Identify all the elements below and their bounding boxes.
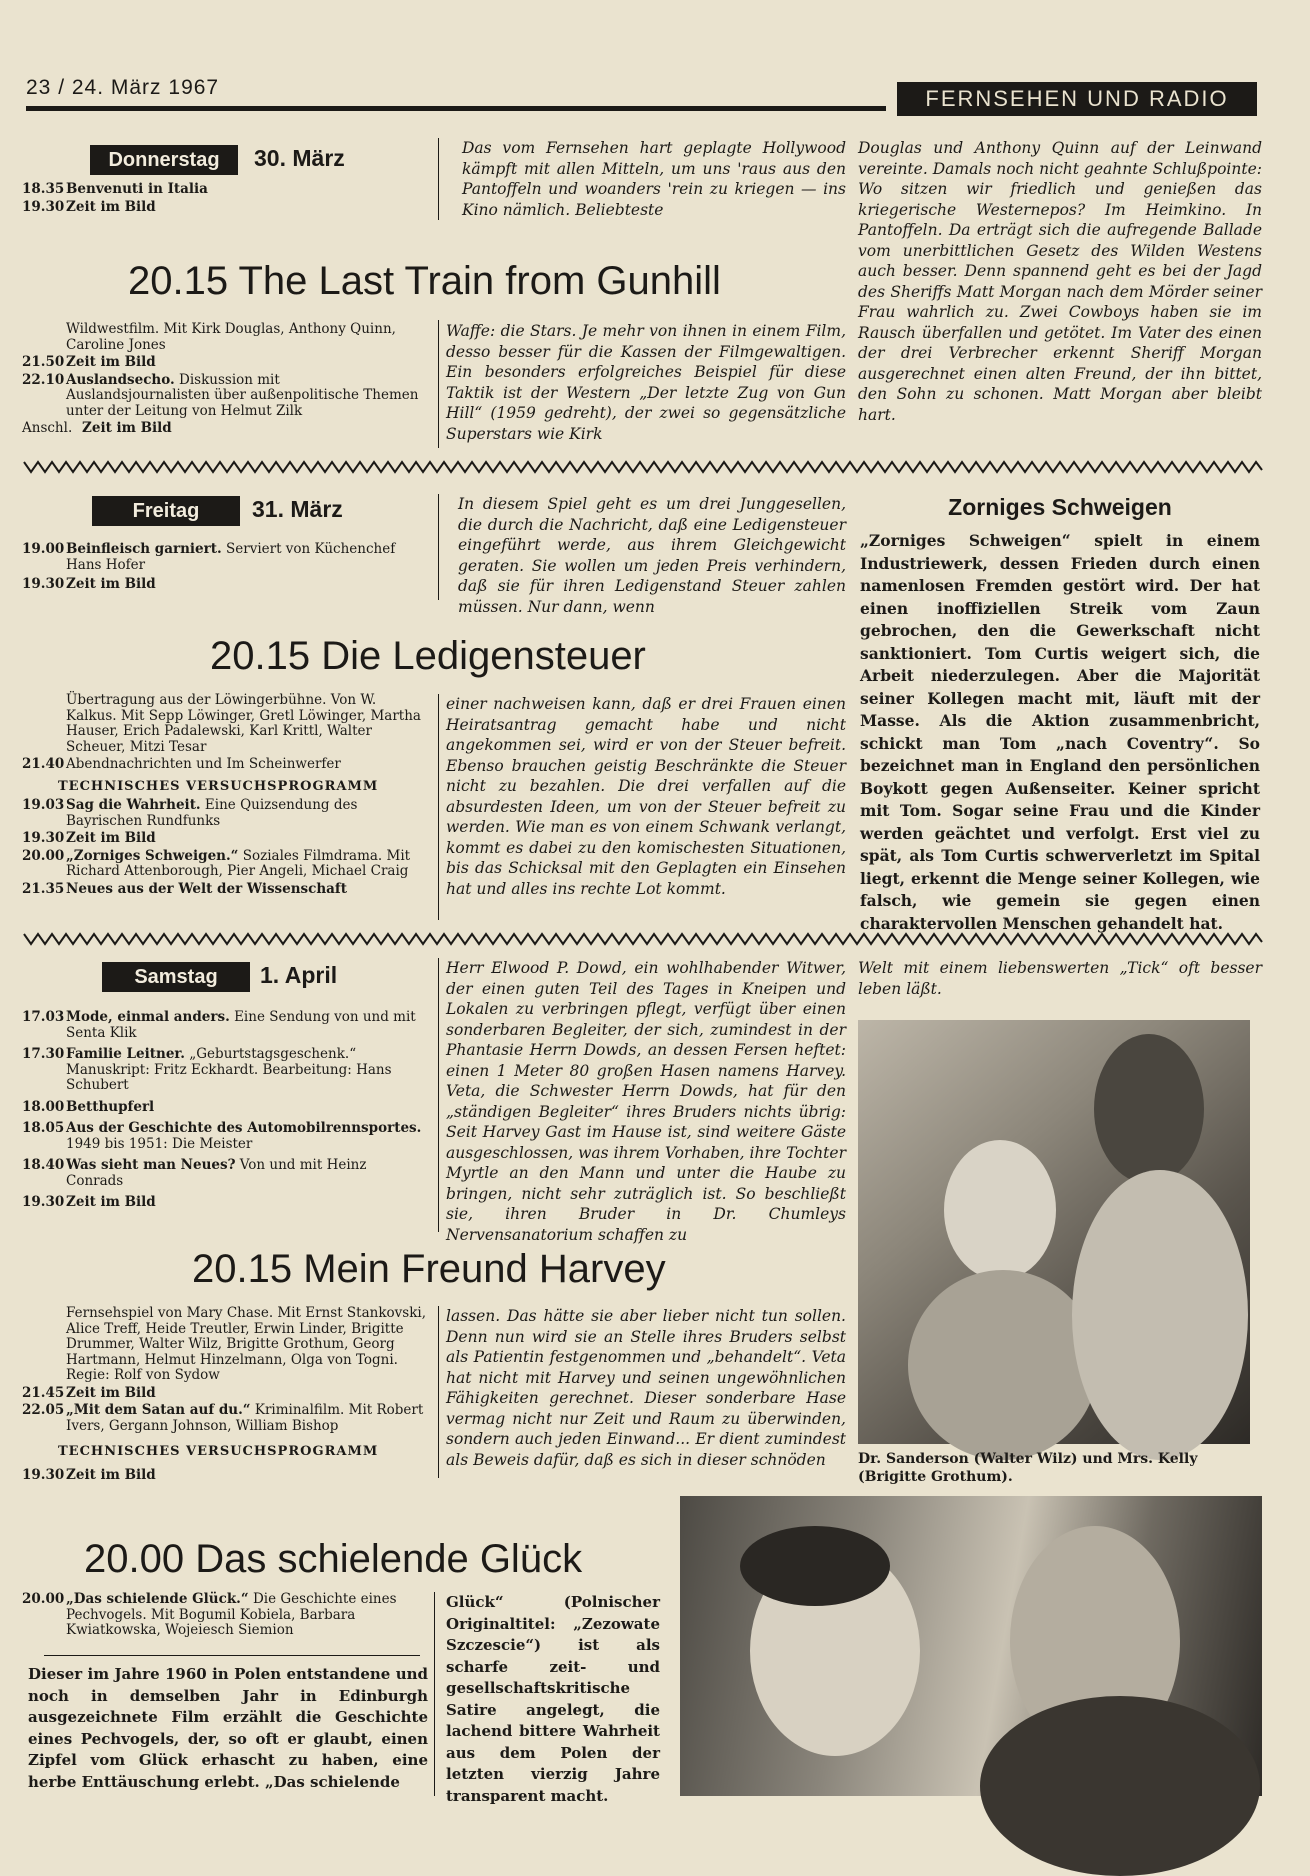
zigzag-divider — [24, 460, 1262, 474]
article-friday-col2-bottom: einer nachweisen kann, daß er drei Frauen einen Heiratsantrag gemacht habe und nicht angekommen sei, wird er von der Steuer befreit. Ebenso brauchen geistig Beschränkte die Steuer nicht zu bezahlen. Die drei verfallen auf die absurdesten Ideen, um von der Steuer befreit zu werden. Wie man es von einem Schwank verlangt, kommt es dabei zu den komischesten Situationen, bis das Schicksal mit den Geplagten ein Einsehen hat und alles ins rechte Lot kommt. — [446, 695, 846, 898]
program-entry: 21.45 Zeit im Bild — [22, 1384, 156, 1401]
program-entry: 19.30 Zeit im Bild — [22, 198, 156, 215]
article-thursday-col2-bottom: Waffe: die Stars. Je mehr von ihnen in einem Film, desso besser für die Kassen der Filmgewaltigen. Ein besonders erfolgreiches Beispiel für diese Taktik ist der Western „Der letzte Zug von Gun Hill“ (1959 gedreht), der zwei so gegensätzliche Superstars wie Kirk — [446, 322, 846, 443]
day-label-saturday: Samstag — [102, 962, 250, 992]
column-rule — [438, 694, 439, 920]
column-rule — [438, 494, 439, 600]
program-entry: Wildwestfilm. Mit Kirk Douglas, Anthony Quinn, Caroline Jones — [66, 321, 396, 353]
program-entry: 19.30 Zeit im Bild — [22, 1466, 156, 1483]
program-entry: 20.00 „Zorniges Schweigen.“ Soziales Filmdrama. Mit Richard Attenborough, Pier Angeli, Michael Craig — [22, 847, 411, 879]
sidebar-article: „Zorniges Schweigen“ spielt in einem Industriewerk, dessen Frieden durch einen namenlosen Fremden gestört wird. Der hat einen inoffiziellen Streik vom Zaun gebrochen, den die Gewerkschaft nicht sanktioniert. Tom Curtis weigert sich, die Arbeit niederzulegen. Aber die Majorität seiner Kollegen macht mit, läuft mit der Masse. Als die Aktion zusammenbricht, schickt man Tom „nach Coventry“. So bezeichnet man in England den persönlichen Boykott gegen Außenseiter. Keiner spricht mit Tom. Sogar seine Frau und die Kinder werden geächtet und verfolgt. Erst viel zu spät, als Tom Curtis schwerverletzt im Spital liegt, erkennt die Menge seiner Kollegen, wie falsch, wie gemein sie gegen einen charaktervollen Menschen gehandelt hat. — [860, 531, 1260, 933]
column-rule — [438, 138, 439, 220]
zigzag-divider — [24, 932, 1262, 946]
program-entry: 21.50 Zeit im Bild — [22, 354, 156, 370]
program-entry: Übertragung aus der Löwingerbühne. Von W. Kalkus. Mit Sepp Löwinger, Gretl Löwinger, Martha Hauser, Erich Padalewski, Karl Krittl, Walter Scheuer, Mitzi Tesar — [66, 692, 421, 755]
short-rule — [44, 1655, 420, 1656]
article-thursday-col3: Douglas und Anthony Quinn auf der Leinwand vereinte. Damals noch nicht geahnte Schlußpointe: Wo sitzen wir friedlich und genießen das kriegerische Westernepos? Im Heimkino. In Pantoffeln. Da erträgt sich die aufregende Ballade vom unerbittlichen Gesetz des Wilden Westens auch besser. Denn spannend geht es bei der Jagd des Sheriffs Matt Morgan nach dem Mörder seiner Frau wahrlich zu. Zwei Cowboys haben sie im Rausch überfallen und getötet. Im Vater des einen der drei Verbrecher erkennt Sheriff Morgan ausgerechnet einen alten Freund, der ihn bittet, den Sohn zu schonen. Matt Morgan aber bleibt hart. — [858, 139, 1262, 424]
program-entry: 17.30 Familie Leitner. „Geburtstagsgeschenk.“ Manuskript: Fritz Eckhardt. Bearbeitung: Hans Schubert — [22, 1046, 392, 1093]
day-label-thursday: Donnerstag — [90, 145, 238, 175]
date-thursday: 30. März — [254, 145, 345, 171]
headline-thursday: 20.15 The Last Train from Gunhill — [128, 259, 721, 303]
program-list-thursday-early — [22, 182, 422, 217]
program-entry: 21.35 Neues aus der Welt der Wissenschaft — [22, 880, 347, 897]
column-rule — [438, 1306, 439, 1478]
masthead-rule — [26, 106, 886, 111]
photo-figure — [1094, 1034, 1204, 1184]
program-entry: 22.10 Auslandsecho. Diskussion mit Auslandsjournalisten über außenpolitische Themen unter der Leitung von Helmut Zilk — [22, 371, 419, 419]
program-entry: 22.05 „Mit dem Satan auf du.“ Kriminalfilm. Mit Robert Ivers, Gergann Johnson, William Bishop — [22, 1402, 424, 1434]
photo-figure — [1072, 1170, 1248, 1460]
day-label-friday: Freitag — [92, 496, 240, 526]
column-rule — [438, 958, 439, 1232]
photo-figure — [980, 1696, 1260, 1876]
article-saturday-col3-top: Welt mit einem liebenswerten „Tick“ oft besser leben läßt. — [858, 959, 1262, 998]
program-entry: 19.03 Sag die Wahrheit. Eine Quizsendung des Bayrischen Rundfunks — [22, 797, 358, 829]
program-list-saturday-late — [22, 1306, 426, 1485]
section-title: FERNSEHEN UND RADIO — [897, 82, 1257, 116]
program-entry: 20.00 „Das schielende Glück.“ Die Geschichte eines Pechvogels. Mit Bogumil Kobiela, Barbara Kwiatkowska, Wojeiesch Siemion — [22, 1591, 397, 1638]
headline-friday: 20.15 Die Ledigensteuer — [210, 634, 646, 678]
program-entry: 18.05 Aus der Geschichte des Automobilrennsportes. 1949 bis 1951: Die Meister — [22, 1120, 422, 1152]
program-entry: 18.40 Was sieht man Neues? Von und mit Heinz Conrads — [22, 1157, 367, 1189]
column-rule — [438, 320, 439, 448]
program-entry: 19.00 Beinfleisch garniert. Serviert von Küchenchef Hans Hofer — [22, 541, 396, 573]
program-entry: 21.40 Abendnachrichten und Im Scheinwerfer — [22, 756, 341, 772]
photo-glueck-scene — [680, 1496, 1262, 1796]
article-saturday-col2-bottom: lassen. Das hätte sie aber lieber nicht tun sollen. Denn nun wird sie an Stelle ihres Bruders selbst als Patientin festgenommen und „behandelt“. Veta hat nicht mit Harvey und seinen ungewöhnlichen Fähigkeiten gerechnet. Dieser sonderbare Hase vermag nicht nur Zeit und Raum zu überwinden, sondern auch jeden Einwand... Er dient zumindest als Beweis dafür, daß es sich in dieser schnöden — [446, 1307, 846, 1469]
program-entry: Fernsehspiel von Mary Chase. Mit Ernst Stankovski, Alice Treff, Heide Treutler, Erwin Linder, Brigitte Drummer, Walter Wilz, Brigitte Grothum, Georg Hartmann, Helmut Hinzelmann, Olga von Togni. Regie: Rolf von Sydow — [66, 1305, 426, 1383]
article-bottom-mid: Glück“ (Polnischer Originaltitel: „Zezowate Szczescie“) ist als scharfe zeit- und gesellschaftskritische Satire angelegt, die lachend bittere Wahrheit aus dem Polen der letzten vierzig Jahre transparent macht. — [446, 1593, 660, 1805]
program-entry: 19.30 Zeit im Bild — [22, 576, 156, 592]
program-entry: 18.35 Benvenuti in Italia — [22, 181, 208, 197]
photo-caption: Dr. Sanderson (Walter Wilz) und Mrs. Kelly (Brigitte Grothum). — [858, 1451, 1198, 1485]
headline-saturday-2: 20.00 Das schielende Glück — [84, 1537, 583, 1581]
tech-program-header: TECHNISCHES VERSUCHSPROGRAMM — [58, 778, 379, 794]
article-thursday-col2-top: Das vom Fernsehen hart geplagte Hollywood kämpft mit allen Mitteln, um uns 'raus aus den Pantoffeln und woanders 'rein zu kriegen — ins Kino nämlich. Beliebteste — [462, 139, 846, 219]
program-entry: 17.03 Mode, einmal anders. Eine Sendung von und mit Senta Klik — [22, 1009, 416, 1041]
date-friday: 31. März — [252, 496, 343, 522]
sidebar-title: Zorniges Schweigen — [948, 494, 1172, 520]
program-entry: 18.00 Betthupferl — [22, 1098, 155, 1115]
photo-figure — [740, 1526, 890, 1606]
headline-saturday: 20.15 Mein Freund Harvey — [192, 1247, 666, 1291]
article-bottom-left: Dieser im Jahre 1960 in Polen entstandene und noch in demselben Jahr in Edinburgh ausgezeichnete Film erzählt die Geschichte eines Pechvogels, der, so oft er glaubt, einen Zipfel vom Glück erhascht zu haben, eine herbe Enttäuschung erlebt. „Das schielende — [28, 1665, 428, 1791]
program-list-friday-early — [22, 542, 426, 595]
date-saturday: 1. April — [260, 962, 338, 988]
tech-program-header: TECHNISCHES VERSUCHSPROGRAMM — [58, 1444, 379, 1459]
column-rule — [434, 1592, 435, 1796]
photo-figure — [944, 1140, 1056, 1280]
program-list-thursday-late — [22, 322, 426, 439]
program-entry: 19.30 Zeit im Bild — [22, 830, 156, 846]
program-list-saturday-tech2 — [22, 1592, 426, 1641]
program-list-friday-late — [22, 693, 426, 899]
program-entry: 19.30 Zeit im Bild — [22, 1194, 156, 1210]
program-list-saturday-early — [22, 1010, 426, 1213]
page-info: 23 / 24. März 1967 — [26, 76, 220, 99]
program-entry: Anschl. Zeit im Bild — [22, 420, 172, 436]
article-friday-col2-top: In diesem Spiel geht es um drei Junggesellen, die durch die Nachricht, daß eine Ledigensteuer eingeführt werde, aus ihrem Gleichgewicht geraten. Sie wollen um jeden Preis verhindern, daß sie für ihren Ledigenstand Steuer zahlen müssen. Nur dann, wenn — [458, 495, 846, 616]
photo-figure — [908, 1270, 1098, 1460]
article-saturday-col2-top: Herr Elwood P. Dowd, ein wohlhabender Witwer, der einen guten Teil des Tages in Kneipen und Lokalen zu verbringen pflegt, verfügt über einen sonderbaren Begleiter, der sich, zumindest in der Phantasie Herrn Dowds, an dessen Fersen heftet: einen 1 Meter 80 großen Hasen namens Harvey. Veta, die Schwester Herrn Dowds, hat für den „ständigen Begleiter“ ihres Bruders nichts übrig: Seit Harvey Gast im Hause ist, sind weitere Gäste ausgeschlossen, was ihrem Vorhaben, ihre Tochter Myrtle an den Mann und unter die Haube zu bringen, nicht sehr zuträglich ist. So beschließt sie, ihren Bruder in Dr. Chumleys Nervensanatorium schaffen zu — [446, 959, 846, 1244]
photo-harvey-scene — [858, 1020, 1250, 1444]
